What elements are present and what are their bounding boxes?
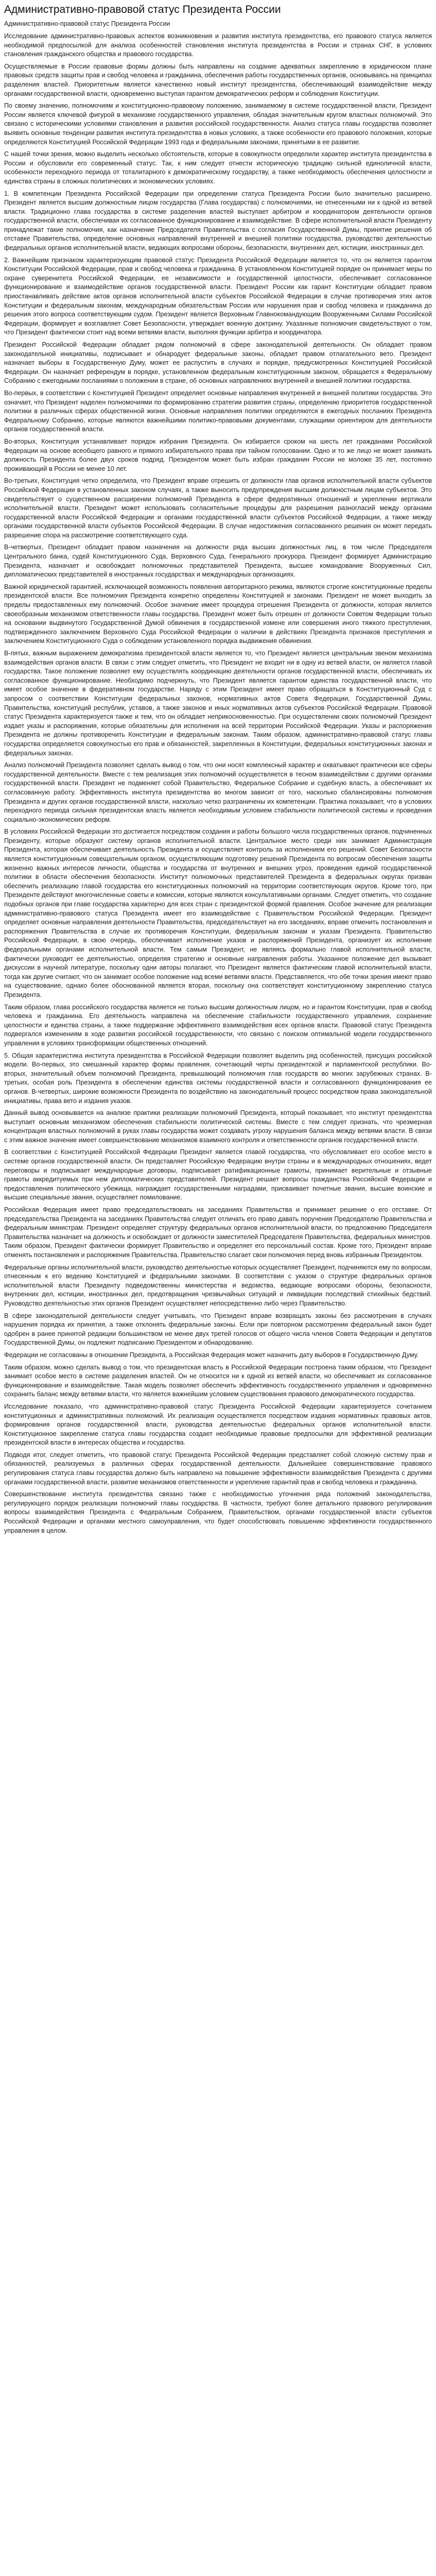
paragraph: Российская Федерация имеет право председательствовать на заседаниях Правительства и принимает решение о его отставке. От председательства Президента на заседаниях Правительства следует отличать его право давать поручения Председателю Правительства и федеральным министрам. Президент определяет структуру федеральных органов исполнительной власти, по предложению Председателя Правительства назначает на должность и освобождает от должности заместителей Председателя Правительства, федеральных министров. Таким образом, Президент фактически формирует Правительство и определяет его персональный состав. Кроме того, Президент вправе отменять постановления и распоряжения Правительства. Правительство слагает свои полномочия перед вновь избранным Президентом. xyxy=(4,1206,432,1259)
paragraph: 2. Важнейшим признаком характеризующим правовой статус Президента Российской Федерации является то, что он является гарантом Конституции Российской Федерации, прав и свобод человека и гражданина. В установленном Конституцией порядке он принимает меры по охране суверенитета Российской Федерации, ее независимости и государственной целостности, обеспечивает согласованное функционирование и взаимодействие органов государственной власти. Президент России как гарант Конституции обладает правом приостанавливать действие актов органов исполнительной власти субъектов Российской Федерации в случае противоречия этих актов Конституции и федеральным законам, международным обязательствам России или нарушения прав и свобод человека и гражданина до решения этого вопроса соответствующим судом. Президент является Верховным Главнокомандующим Вооруженными Силами Российской Федерации, формирует и возглавляет Совет Безопасности, утверждает военную доктрину. Указанные полномочия свидетельствуют о том, что Президент фактически стоит над всеми ветвями власти, выполняя функции арбитра и координатора. xyxy=(4,256,432,336)
paragraph: 5. Общая характеристика института президентства в Российской Федерации позволяет выделить ряд особенностей, присущих российской модели. Во-первых, это смешанный характер формы правления, сочетающий черты президентской и парламентской республики. Во-вторых, значительный объем полномочий Президента, превышающий полномочия глав государств во многих зарубежных странах. В-третьих, особая роль Президента в обеспечении единства системы государственной власти и согласованного функционирования ее органов. В-четвертых, широкие возможности Президента по воздействию на законодательный процесс посредством права законодательной инициативы, права вето и издания указов. xyxy=(4,1052,432,1105)
page-title: Административно-правовой статус Президента России xyxy=(4,4,281,15)
paragraph: Подводя итог, следует отметить, что правовой статус Президента Российской Федерации представляет собой сложную систему прав и обязанностей, реализуемых в различных сферах государственной деятельности. Дальнейшее совершенствование правового регулирования статуса главы государства должно быть направлено на повышение эффективности взаимодействия Президента с другими органами государственной власти, развитие механизмов ответственности и укрепление гарантий прав и свобод человека и гражданина. xyxy=(4,1451,432,1486)
paragraph: Во-вторых, Конституция устанавливает порядок избрания Президента. Он избирается сроком на шесть лет гражданами Российской Федерации на основе всеобщего равного и прямого избирательного права при тайном голосовании. Одно и то же лицо не может занимать должность Президента более двух сроков подряд. Президентом может быть избран гражданин России не моложе 35 лет, постоянно проживающий в России не менее 10 лет. xyxy=(4,437,432,472)
paragraph: Важной юридической гарантией, исключающей возможность появления авторитарного режима, являются строгие конституционные пределы президентской власти. Все полномочия Президента конкретно определены Конституцией и законами. Президент не может выходить за пределы предоставленных ему полномочий. Особое значение имеет процедура отрешения Президента от должности, которая является своеобразным механизмом ответственности главы государства. Президент может быть отрешен от должности Советом Федерации только на основании выдвинутого Государственной Думой обвинения в государственной измене или совершения иного тяжкого преступления, подтвержденного заключением Верховного Суда Российской Федерации о наличии в действиях Президента признаков преступления и заключением Конституционного Суда о соблюдении установленного порядка выдвижения обвинения. xyxy=(4,583,432,645)
paragraph: В сфере законодательной деятельности следует учитывать, что Президент вправе возвращать законы без рассмотрения в случаях нарушения порядка их принятия, а также отклонять федеральные законы. Если при повторном рассмотрении федеральный закон будет одобрен в ранее принятой редакции большинством не менее двух третей голосов от общего числа членов Совета Федерации и депутатов Государственной Думы, он подлежит подписанию Президентом и обнародованию. xyxy=(4,1312,432,1347)
paragraph: Таким образом, глава российского государства является не только высшим должностным лицом, но и гарантом Конституции, прав и свобод человека и гражданина. Его деятельность направлена на обеспечение стабильности государственного управления, сохранение целостности и единства страны, а также поддержание эффективного взаимодействия всех органов власти. Правовой статус Президента подвергался изменениям в ходе развития российской государственности, что связано с поиском оптимальной модели государственного управления в условиях трансформации общественных отношений. xyxy=(4,1003,432,1047)
paragraph: В условиях Российской Федерации это достигается посредством создания и работы большого числа государственных органов, подчиненных Президенту, которые образуют систему органов исполнительной власти. Центральное место среди них занимает Администрация Президента, которая обеспечивает деятельность Президента и осуществляет контроль за исполнением его решений. Совет Безопасности является конституционным совещательным органом, осуществляющим подготовку решений Президента по вопросам обеспечения защиты жизненно важных интересов личности, общества и государства от внутренних и внешних угроз, проведения единой государственной политики в области обеспечения безопасности. Институт полномочных представителей Президента в федеральных округах призван обеспечить реализацию главой государства его конституционных полномочий на территории соответствующих округов. Кроме того, при Президенте действуют многочисленные советы и комиссии, которые являются консультативными органами. Следует отметить, что создание подобных органов при главе государства характерно для всех стран с президентской формой правления. Особое значение для реализации административно-правового статуса Президента имеет его взаимодействие с Правительством Российской Федерации. Президент определяет основные направления деятельности Правительства, председательствует на его заседаниях, вправе отменить постановления и распоряжения Правительства в случае их противоречия Конституции, федеральным законам и указам Президента. Правительство Российской Федерации, в свою очередь, обеспечивает исполнение указов и распоряжений Президента, организует их исполнение федеральными органами исполнительной власти. Тем самым Президент, не являясь формально главой исполнительной власти, фактически руководит ее деятельностью, определяя стратегию и основные направления работы. Указанное положение дел вызывает дискуссии в научной литературе, поскольку одни авторы полагают, что Президент является фактическим главой исполнительной власти, тогда как другие считают, что он занимает особое положение над всеми ветвями власти. Представляется, что обе точки зрения имеют право на существование, однако более обоснованной является вторая, поскольку она соответствует конституционному закреплению статуса Президента. xyxy=(4,828,432,998)
paragraph: Президент Российской Федерации обладает рядом полномочий в сфере законодательной деятельности. Он обладает правом законодательной инициативы, подписывает и обнародует федеральные законы, обладает правом отлагательного вето. Президент назначает выборы в Государственную Думу, может ее распустить в случаях и порядке, предусмотренных Конституцией Российской Федерации. Он назначает референдум в порядке, установленном федеральным конституционным законом, обращается к Федеральному Собранию с ежегодными посланиями о положении в стране, об основных направлениях внутренней и внешней политики государства. xyxy=(4,341,432,385)
paragraph: По своему значению, полномочиям и конституционно-правовому положению, занимаемому в системе государственной власти, Президент России является ключевой фигурой в механизме государственного управления, обладая значительным кругом властных полномочий. Это связано с историческими условиями становления и развития российской государственности. Анализ статуса главы государства позволяет выявить основные тенденции развития института президентства в новых условиях, а также особенности его правового положения, которые определяются Конституцией Российской Федерации 1993 года и федеральными законами, принятыми в ее развитие. xyxy=(4,102,432,146)
paragraph: Анализ полномочий Президента позволяет сделать вывод о том, что они носят комплексный характер и охватывают практически все сферы государственной деятельности. Вместе с тем реализация этих полномочий осуществляется в тесном взаимодействии с другими органами государственной власти. Президент не подменяет собой Правительство, Федеральное Собрание и судебную власть, а обеспечивает их согласованную работу. Эффективность института президентства во многом зависит от того, насколько сбалансированы полномочия Президента и других органов государственной власти, насколько четко разграничены их компетенции. Практика показывает, что в условиях переходного периода сильная президентская власть является необходимым условием стабильности политической системы и проведения социально-экономических реформ. xyxy=(4,761,432,823)
paragraph: Федерации не согласованы в отношении Президента, а Российская Федерация может назначить дату выборов в Государственную Думу. xyxy=(4,1351,419,1359)
paragraph: Таким образом, можно сделать вывод о том, что президентская власть в Российской Федерации построена таким образом, что Президент занимает особое место в системе разделения властей. Он не относится ни к одной из ветвей власти, но обеспечивает их согласованное функционирование и взаимодействие. Такая модель позволяет обеспечить эффективность государственного управления и одновременно сохранить баланс между ветвями власти, что является важнейшим условием существования правового демократического государства. xyxy=(4,1363,432,1398)
paragraph: Во-третьих, Конституция четко определила, что Президент вправе отрешить от должности глав органов исполнительной власти субъектов Российской Федерации в установленных законом случаях, а также выносить предупреждения высшим должностным лицам субъектов. Это свидетельствует о существенном расширении полномочий Президента в сфере федеративных отношений и укреплении вертикали исполнительной власти. Президент может использовать согласительные процедуры для разрешения разногласий между органами государственной власти Российской Федерации и органами государственной власти субъектов Российской Федерации, а также между органами государственной власти субъектов Российской Федерации. В случае недостижения согласованного решения он может передать разрешение спора на рассмотрение соответствующего суда. xyxy=(4,477,432,539)
paragraph: В-четвертых, Президент обладает правом назначения на должности ряда высших должностных лиц, в том числе Председателя Центрального банка, судей Конституционного Суда, Верховного Суда, Генерального прокурора. Президент формирует Администрацию Президента, назначает и освобождает полномочных представителей Президента, высшее командование Вооруженных Сил, дипломатических представителей в иностранных государствах и международных организациях. xyxy=(4,544,432,579)
paragraph: Федеральные органы исполнительной власти, руководство деятельностью которых осуществляет Президент, подчиняются ему по вопросам, отнесенным к его ведению Конституцией и федеральными законами. В соответствии с указом о структуре федеральных органов исполнительной власти Президенту подведомственны министерства и ведомства, ведающие вопросами обороны, безопасности, внутренних дел, юстиции, иностранных дел, предотвращения чрезвычайных ситуаций и ликвидации последствий стихийных бедствий. Руководство деятельностью этих органов Президент осуществляет непосредственно либо через Правительство. xyxy=(4,1263,432,1307)
paragraph: В соответствии с Конституцией Российской Федерации Президент является главой государства, что обусловливает его особое место в системе органов государственной власти. Он представляет Российскую Федерацию внутри страны и в международных отношениях, ведет переговоры и подписывает международные договоры, подписывает ратификационные грамоты, принимает верительные и отзывные грамоты аккредитуемых при нем дипломатических представителей. Президент решает вопросы гражданства Российской Федерации и предоставления политического убежища, награждает государственными наградами, присваивает почетные звания, высшие воинские и высшие специальные звания, осуществляет помилование. xyxy=(4,1148,432,1201)
paragraph: 1. В компетенции Президента Российской Федерации при определении статуса Президента России было значительно расширено. Президент является высшим должностным лицом государства (Глава государства) с полномочиями, не отнесенными ни к одной из ветвей власти. Традиционно глава государства в системе разделения властей выступает арбитром и координатором деятельности органов государственной власти, обеспечивая их согласованное функционирование и взаимодействие. В сфере исполнительной власти Президенту принадлежат такие полномочия, как назначение Председателя Правительства с согласия Государственной Думы, принятие решения об отставке Правительства, определение основных направлений внутренней и внешней политики государства, руководство деятельностью федеральных органов исполнительной власти, ведающих вопросами обороны, безопасности, внутренних дел, юстиции, иностранных дел. xyxy=(4,190,432,252)
paragraph: Совершенствование института президентства связано также с необходимостью уточнения ряда положений законодательства, регулирующего порядок реализации полномочий главы государства. В частности, требуют более детального правового регулирования вопросы взаимодействия Президента с Федеральным Собранием, Правительством, органами государственной власти субъектов Российской Федерации и органами местного самоуправления, что будет способствовать повышению эффективности государственного управления в целом. xyxy=(4,1490,432,1534)
paragraph: Осуществляемые в России правовые формы должны быть направлены на создание адекватных закреплению в юридическом плане правовых средств защиты прав и свобод человека и гражданина, обеспечения работы государственных органов, основываясь на принципах разделения властей. Приоритетным является качественно новый институт президентства, обеспечивающий взаимодействие между органами государственной власти, одновременно выступая гарантом демократических реформ и соблюдения Конституции. xyxy=(4,62,432,97)
paragraph: Данный вывод основывается на анализе практики реализации полномочий Президента, который показывает, что институт президентства выступает основным механизмом обеспечения стабильности политической системы. Вместе с тем следует признать, что чрезмерная концентрация властных полномочий в руках главы государства может создавать угрозу нарушения баланса между ветвями власти. В связи с этим важное значение имеет совершенствование механизмов взаимного контроля и ответственности органов государственной власти. xyxy=(4,1109,432,1144)
document-body xyxy=(4,32,432,1535)
paragraph: Исследование административно-правовых аспектов возникновения и развития института президентства, его правового статуса является необходимой предпосылкой для анализа особенностей становления института президентства в России и странах СНГ, в условиях становления гражданского общества и правового государства. xyxy=(4,32,432,58)
paragraph: Во-первых, в соответствии с Конституцией Президент определяет основные направления внутренней и внешней политики государства. Это означает, что Президент наделен полномочиями по формированию стратегии развития страны, определению приоритетов государственной политики в различных сферах общественной жизни. Основные направления политики определяются в ежегодных посланиях Президента Федеральному Собранию, которые являются важнейшими политико-правовыми документами, служащими ориентиром для деятельности органов государственной власти. xyxy=(4,389,432,433)
paragraph: С нашей точки зрения, можно выделить несколько обстоятельств, которые в совокупности определили характер института президентства в России и обусловили его современный статус. Так, к ним следует отнести историческую традицию сильной единоличной власти, особенности переходного периода от тоталитарного к демократическому государству, а также необходимость обеспечения целостности и единства страны в сложных политических и экономических условиях. xyxy=(4,150,432,185)
page-subtitle: Административно-правовой статус Президента России xyxy=(4,20,170,27)
paragraph: В-пятых, важным выражением демократизма президентской власти является то, что Президент является центральным звеном механизма взаимодействия органов власти. В связи с этим следует отметить, что Президент не входит ни в одну из ветвей власти, он является главой государства. Такое положение позволяет ему осуществлять координацию деятельности органов государственной власти, обеспечивать их согласованное функционирование. Необходимо подчеркнуть, что Президент является гарантом единства государственной власти, что имеет особое значение в федеративном государстве. Наряду с этим Президент имеет право обращаться в Конституционный Суд с запросом о соответствии Конституции федеральных законов, нормативных актов Совета Федерации, Государственной Думы, Правительства, конституций республик, уставов, а также законов и иных нормативных актов субъектов Российской Федерации. Правовой статус Президента характеризуется также и тем, что он обладает неприкосновенностью. При осуществлении своих полномочий Президент издает указы и распоряжения, которые обязательны для исполнения на всей территории Российской Федерации. Указы и распоряжения Президента не должны противоречить Конституции и федеральным законам. Таким образом, административно-правовой статус главы государства определяется совокупностью его прав и обязанностей, закрепленных в Конституции, федеральных конституционных законах и федеральных законах. xyxy=(4,650,432,757)
paragraph: Исследование показало, что административно-правовой статус Президента Российской Федерации характеризуется сочетанием конституционных и административных полномочий. Их реализация осуществляется посредством издания нормативных правовых актов, формирования органов государственной власти, руководства деятельностью федеральных органов исполнительной власти. Конституционное закрепление статуса главы государства создает необходимые правовые предпосылки для эффективной реализации президентской власти в интересах общества и государства. xyxy=(4,1402,432,1447)
